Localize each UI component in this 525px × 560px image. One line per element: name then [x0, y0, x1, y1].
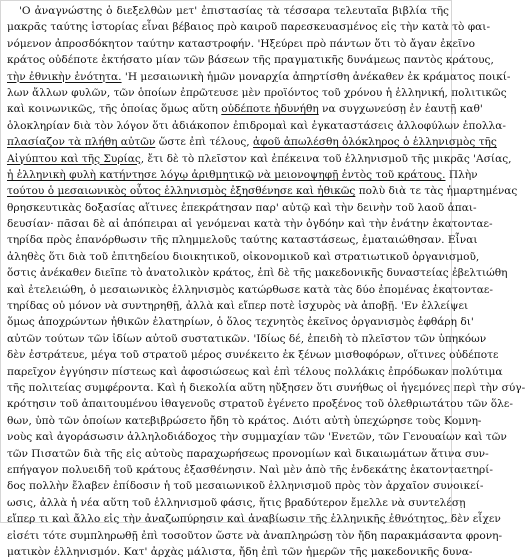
text-run: ὅμως ἀποχρώντων ἠθικῶν ἐλατηρίων, ὁ ὅλος τεχνητὸς ἐκεῖνος ὀργανισμὸς ἐφθάρη δι': [7, 316, 474, 329]
text-run: θων, ὑπὸ τῶν ὁποίων κατεβιβρώσετο ἤδη τὸ κράτος. Διότι αὐτὴ ὑπεχώρησε τοὺς Κομνη-: [7, 414, 482, 427]
text-line: [7, 511, 501, 527]
text-run: καὶ κοινωνικῶς, τῆς ὁποίας ὅμως αὕτη: [7, 103, 222, 116]
text-line: [7, 200, 477, 216]
text-run: αὐτῶν τούτων τῶν ἰδίων αὐτοῦ συστατικῶν. 'Ιδίως δέ, ἐπειδὴ τὸ πλεῖστον τῶν ὑπηκόων: [7, 332, 487, 345]
text-run: τηρίδας οὐ μόνον νὰ συντηρηθῇ, ἀλλὰ καὶ εἴπερ ποτὲ ἰσχυρὸς νὰ ἀποβῇ. 'Εν ἐλλείψει: [7, 300, 469, 313]
text-line: [7, 380, 525, 396]
text-line: [7, 314, 474, 330]
text-run: θρησκευτικὰς δοξασίας αἵτινες ἐπεκράτησαν παρ' αὐτῷ καὶ τὴν δεινὴν τοῦ λαοῦ ἀπαι-: [7, 201, 477, 214]
text-line: [7, 265, 508, 281]
text-run: επήγαγον πολυειδῆ τοῦ κράτους ἐξασθένησιν. Ναὶ μὲν ἀπὸ τῆς ἑνδεκάτης ἑκατονταετηρί-: [7, 463, 493, 476]
text-run: ματικὸν ἐλληνισμόν. Κατ' ἀρχὰς μάλιστα, ἤδη ἐπὶ τῶν ἡμερῶν τῆς μακεδονικῆς δυνα-: [7, 545, 473, 558]
text-run: ὥστε ἐπὶ τέλους,: [155, 136, 253, 149]
text-line: [7, 478, 484, 494]
text-line: [7, 413, 482, 429]
underlined-text: ἡ ἑλληνικὴ φυλὴ κατήντησε λόγῳ ἀριθμητικῷ νὰ μειονοψηφῇ ἐντὸς τοῦ κράτους.: [7, 168, 446, 181]
text-line: [7, 69, 511, 85]
text-run: καὶ ἐτελειώθη, ὁ μεσαιωνικὸς ἑλληνισμὸς κατώρθωσε κατὰ τὰς δύο ἐπομένας ἑκατονταε-: [7, 283, 493, 296]
text-run: πολὺ διὰ τε τὰς ἡμαρτημένας: [355, 185, 518, 198]
text-run: δευσίαν· πᾶσαι δὲ αἱ ἀπόπειραι αἱ γενόμεναι κατὰ τὴν ὀγδόην καὶ τὴν ἐνάτην ἑκατονταε-: [7, 218, 493, 231]
text-run: εἰσέτι τότε συμπληρωθῇ ἐπὶ τοσοῦτον ὥστε νὰ ἀναπληρώσῃ τὸν ἤδη παρακμάσαντα φρονη-: [7, 529, 503, 542]
text-line: [7, 446, 489, 462]
text-line: [7, 462, 493, 478]
document-text: [7, 3, 525, 560]
text-line: [7, 364, 503, 380]
text-run: 'Ο ἀναγνώστης ὁ διεξελθὼν μετ' ἐπιστασίας τὰ τέσσαρα τελευταῖα βιβλία τῆς: [19, 5, 449, 17]
text-run: δὲν ἐστράτευε, μέγα τοῦ στρατοῦ μέρος συνέκειτο ἐκ ξένων μισθοφόρων, οἵτινες οὐδέποτε: [7, 349, 499, 362]
text-run: 'Η μεσαιωνικὴ ἡμῶν μοναρχία ἀπηρτίσθη ἀνέκαθεν ἐκ κράματος ποικί-: [121, 70, 511, 83]
underlined-text: Αἰγύπτου καὶ τῆς Συρίας: [7, 152, 141, 165]
text-run: ὁλοκληρίαν διὰ τὸν λόγον ὅτι ἀδιάκοπον ἐπιδρομαὶ καὶ ἐγκαταστάσεις ἀλλοφύλων ἐπολλα-: [7, 119, 506, 132]
text-line: [7, 232, 478, 248]
text-line: [7, 298, 469, 314]
text-line: [7, 347, 499, 363]
text-run: εἴπερ τι καὶ ἄλλο εἰς τὴν ἀναζωπύρησιν καὶ ἀναβίωσιν τῆς ἑλληνικῆς ἐθνότητος, δὲν εἶχεν: [7, 513, 501, 526]
text-line: [7, 396, 513, 412]
underlined-text: ἀφοῦ ἀπωλέσθη ὁλόκληρος ὁ ἑλληνισμὸς τῆς: [253, 136, 497, 149]
text-line: [7, 331, 487, 347]
text-line: [7, 216, 493, 232]
text-line: [7, 249, 480, 265]
text-line: [7, 183, 518, 199]
text-run: ὅστις ἀνέκαθεν διεῖπε τὸ ἀνατολικὸν κράτος, ἐπὶ δὲ τῆς μακεδονικῆς δυναστείας ἐβελτιώθη: [7, 267, 508, 280]
text-run: παρεῖχον ἐγγύησιν πίστεως καὶ ἀφοσιώσεως καὶ ἐπὶ τέλους πολλάκις ἐπρόδωκαν πολύτιμα: [7, 365, 503, 378]
text-run: κρότησιν τοῦ ἀπαιτουμένου ἰθαγενοῦς στρατοῦ ἐγένετο προξένος τοῦ ὀλεθριωτάτου τῶν ὅλε-: [7, 398, 513, 411]
text-run: , ἔτι δὲ τὸ πλεῖστον καὶ ἐπέκεινα τοῦ ἑλληνισμοῦ τῆς μικρᾶς 'Ασίας,: [140, 152, 512, 165]
text-run: τηρίδα πρὸς ἐπανόρθωσιν τῆς πλημμελοῦς ταύτης καταστάσεως, ἐματαιώθησαν. Εἶναι: [7, 234, 478, 247]
text-run: ἀληθὲς ὅτι διὰ τοῦ ἐπιτηδείου διοικητικοῦ, οἰκονομικοῦ καὶ στρατιωτικοῦ ὀργανισμοῦ,: [7, 250, 480, 263]
text-run: να συγχωνεύσῃ ἐν ἑαυτῇ καθ': [318, 103, 483, 116]
text-run: μακρᾶς ταύτης ἱστορίας εἶναι βέβαιος πρὸ καιροῦ παρεσκευασμένος εἰς τὴν κατὰ τὸ φαι-: [7, 21, 491, 34]
text-line: [7, 36, 475, 52]
text-line: [7, 19, 491, 35]
text-line: [7, 528, 503, 544]
text-run: τῆς πολιτείας συμφέροντα. Καὶ ἡ διεκολία αὕτη ηὔξησεν ὅτι συνήθως οἱ ἡγεμόνες περὶ τὴν σύγ-: [7, 381, 525, 394]
underlined-text: οὐδέποτε ἠδυνήθη: [221, 103, 319, 116]
text-run: νόμενον ἀπροσδόκητον ταύτην καταστροφήν. 'Ηξεύρει πρὸ πάντων ὅτι τὸ ἄγαν ἐκεῖνο: [7, 37, 475, 50]
text-run: ωσις, ἀλλὰ ἡ νέα αὕτη τοῦ ἑλληνισμοῦ φάσις, ἥτις βραδύτερον ἔμελλε νὰ συντελέσῃ: [7, 496, 466, 509]
underlined-text: πλασίαζον τὰ πλήθη αὐτῶν: [7, 136, 156, 149]
underlined-text: τὴν ἐθνικὴν ἑνότητα.: [7, 70, 122, 83]
text-line: [7, 101, 483, 117]
text-run: κράτος οὐδέποτε ἐκτήσατο μίαν τῶν βάσεων τῆς πραγματικῆς δυνάμεως παντὸς κράτους,: [7, 54, 494, 67]
text-line: [7, 134, 497, 150]
text-line: [7, 544, 473, 560]
text-line: [7, 3, 449, 19]
text-line: [7, 118, 506, 134]
underlined-text: τούτου ὁ μεσαιωνικὸς οὗτος ἑλληνισμὸς ἐξησθένησε καὶ ἠθικῶς: [7, 185, 356, 198]
text-line: [7, 495, 466, 511]
text-line: [7, 429, 507, 445]
text-line: [7, 282, 493, 298]
text-run: Πλὴν: [445, 168, 478, 181]
text-line: [7, 151, 512, 167]
text-run: λων ἄλλων φυλῶν, τῶν ὁποίων ἐπρῶτευσε μὲν προϊόντος τοῦ χρόνου ἡ ἑλληνική, πολιτικῶς: [7, 86, 507, 99]
text-line: [7, 52, 494, 68]
text-line: [7, 85, 507, 101]
text-line: [7, 167, 478, 183]
text-run: τῶν Πισατῶν διὰ τῆς εἰς αὐτοὺς παραχωρήσεως προνομίων καὶ δικαιωμάτων ἅτινα συν-: [7, 447, 489, 460]
text-run: δος πολλὴν ἔλαβεν ἐπίδοσιν ἡ τοῦ μεσαιωνικοῦ ἑλληνισμοῦ πρὸς τὸν ἀρχαῖον συνοικεί-: [7, 480, 484, 493]
text-run: νοὺς καὶ ἀγοράσωσιν ἀλληλοδιάδοχος τὴν συμμαχίαν τῶν 'Ενετῶν, τῶν Γενουαίων καὶ τῶν: [7, 431, 507, 444]
